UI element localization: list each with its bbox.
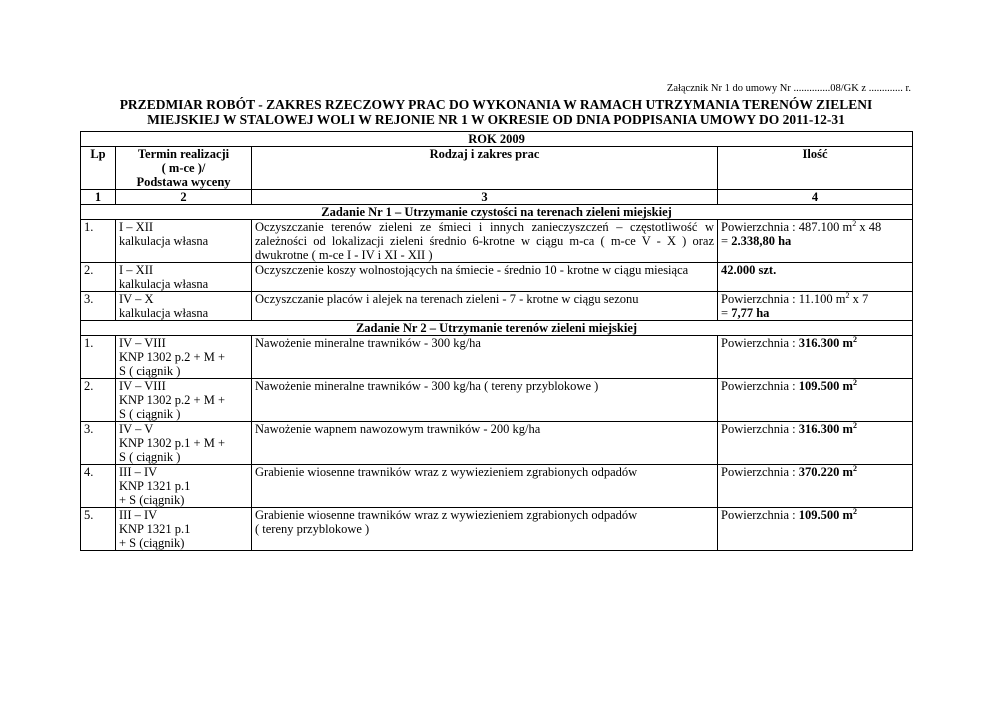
term-months: I – XII [119, 263, 154, 277]
row-term [116, 292, 252, 321]
row-description [252, 508, 718, 551]
qty-text: Powierzchnia : 11.100 m [721, 292, 846, 306]
qty-label: Powierzchnia : [721, 465, 799, 479]
term-months: III – IV [119, 465, 158, 479]
qty-label: Powierzchnia : [721, 422, 799, 436]
row-quantity: 42.000 szt. [718, 263, 913, 292]
year-cell: ROK 2009 [81, 132, 913, 147]
row-quantity [718, 379, 913, 422]
qty-sup: 2 [852, 463, 857, 473]
task-2-title-row [81, 321, 913, 336]
qty-label: Powierzchnia : [721, 336, 799, 350]
row-quantity [718, 508, 913, 551]
row-term [116, 379, 252, 422]
row-lp: 4. [81, 465, 116, 508]
qty-result: 7,77 ha [731, 306, 770, 320]
table-row [81, 379, 913, 422]
term-months: I – XII [119, 220, 154, 234]
row-lp: 2. [81, 263, 116, 292]
qty-result: 2.338,80 ha [731, 234, 792, 248]
colnum-3: 3 [252, 190, 718, 205]
qty-equals: = [721, 234, 732, 248]
row-quantity [718, 336, 913, 379]
row-lp: 1. [81, 336, 116, 379]
row-quantity [718, 465, 913, 508]
row-lp: 5. [81, 508, 116, 551]
qty-value: 316.300 m [798, 336, 853, 350]
title-line-1: PRZEDMIAR ROBÓT - ZAKRES RZECZOWY PRAC DO WYKONANIA W RAMACH UTRZYMANIA TERENÓW ZIELENI [119, 97, 873, 112]
qty-sup: 2 [845, 290, 850, 300]
row-term [116, 220, 252, 263]
header-term-line-3: Podstawa wyceny [136, 175, 231, 189]
term-equipment: + S (ciągnik) [119, 536, 185, 550]
document-title [80, 97, 912, 127]
term-basis: KNP 1321 p.1 [119, 479, 191, 493]
colnum-1: 1 [81, 190, 116, 205]
header-qty: Ilość [718, 147, 913, 190]
qty-sup: 2 [852, 506, 857, 516]
qty-sup: 2 [852, 218, 857, 228]
row-description: Nawożenie mineralne trawników - 300 kg/ha [252, 336, 718, 379]
description-line-2: ( tereny przyblokowe ) [255, 522, 370, 536]
term-months: IV – V [119, 422, 154, 436]
term-equipment: S ( ciągnik ) [119, 364, 181, 378]
term-equipment: S ( ciągnik ) [119, 407, 181, 421]
qty-value: 109.500 m [798, 508, 853, 522]
term-months: III – IV [119, 508, 158, 522]
qty-value: 109.500 m [798, 379, 853, 393]
header-term-line-1: Termin realizacji [137, 147, 230, 161]
term-months: IV – X [119, 292, 154, 306]
qty-label: Powierzchnia : [721, 508, 799, 522]
table-row [81, 292, 913, 321]
works-table [80, 131, 913, 551]
term-basis: kalkulacja własna [119, 234, 209, 248]
qty-label: Powierzchnia : [721, 379, 799, 393]
year-row [81, 132, 913, 147]
colnum-4: 4 [718, 190, 913, 205]
header-scope: Rodzaj i zakres prac [252, 147, 718, 190]
row-lp: 1. [81, 220, 116, 263]
row-lp: 3. [81, 292, 116, 321]
term-basis: kalkulacja własna [119, 306, 209, 320]
row-lp: 2. [81, 379, 116, 422]
term-months: IV – VIII [119, 336, 166, 350]
term-equipment: S ( ciągnik ) [119, 450, 181, 464]
qty-multiplier: x 7 [849, 292, 869, 306]
qty-sup: 2 [852, 334, 857, 344]
header-lp: Lp [81, 147, 116, 190]
row-term [116, 422, 252, 465]
colnum-2: 2 [116, 190, 252, 205]
table-row [81, 508, 913, 551]
qty-equals: = [721, 306, 732, 320]
row-description: Nawożenie wapnem nawozowym trawników - 200 kg/ha [252, 422, 718, 465]
row-description: Oczyszczanie terenów zieleni ze śmieci i innych zanieczyszczeń – częstotliwość w zależności od lokalizacji zieleni średnio 6-krotne w ciągu m-ca ( m-ce V - X ) oraz dwukrotne ( m-ce I - IV i XI - XII ) [252, 220, 718, 263]
title-line-2: MIEJSKIEJ W STALOWEJ WOLI W REJONIE NR 1 W OKRESIE OD DNIA PODPISANIA UMOWY DO 2011-12-31 [147, 112, 845, 127]
table-row [81, 422, 913, 465]
row-quantity [718, 220, 913, 263]
task-1-title-row [81, 205, 913, 220]
description-line-1: Grabienie wiosenne trawników wraz z wywiezieniem zgrabionych odpadów [255, 508, 638, 522]
term-basis: KNP 1302 p.2 + M + [119, 393, 226, 407]
table-row [81, 465, 913, 508]
row-description: Nawożenie mineralne trawników - 300 kg/ha ( tereny przyblokowe ) [252, 379, 718, 422]
qty-multiplier: x 48 [856, 220, 882, 234]
row-term [116, 465, 252, 508]
row-lp: 3. [81, 422, 116, 465]
annex-note: Załącznik Nr 1 do umowy Nr ..............08/GK z ............. r. [666, 83, 911, 94]
qty-value: 370.220 m [798, 465, 853, 479]
task-2-title: Zadanie Nr 2 – Utrzymanie terenów zieleni miejskiej [81, 321, 913, 336]
table-row [81, 220, 913, 263]
qty-value: 316.300 m [798, 422, 853, 436]
row-quantity [718, 422, 913, 465]
term-equipment: + S (ciągnik) [119, 493, 185, 507]
term-months: IV – VIII [119, 379, 166, 393]
qty-text: Powierzchnia : 487.100 m [721, 220, 853, 234]
term-basis: kalkulacja własna [119, 277, 209, 291]
term-basis: KNP 1321 p.1 [119, 522, 191, 536]
row-description: Oczyszczenie koszy wolnostojących na śmiecie - średnio 10 - krotne w ciągu miesiąca [252, 263, 718, 292]
qty-sup: 2 [852, 377, 857, 387]
term-basis: KNP 1302 p.2 + M + [119, 350, 226, 364]
table-row [81, 263, 913, 292]
header-term-line-2: ( m-ce )/ [161, 161, 206, 175]
table-row [81, 336, 913, 379]
task-1-title: Zadanie Nr 1 – Utrzymanie czystości na terenach zieleni miejskiej [81, 205, 913, 220]
term-basis: KNP 1302 p.1 + M + [119, 436, 226, 450]
row-description: Oczyszczanie placów i alejek na terenach zieleni - 7 - krotne w ciągu sezonu [252, 292, 718, 321]
row-term [116, 336, 252, 379]
row-term [116, 508, 252, 551]
header-term [116, 147, 252, 190]
qty-sup: 2 [852, 420, 857, 430]
header-row [81, 147, 913, 190]
column-number-row [81, 190, 913, 205]
row-description: Grabienie wiosenne trawników wraz z wywiezieniem zgrabionych odpadów [252, 465, 718, 508]
row-quantity [718, 292, 913, 321]
row-term [116, 263, 252, 292]
